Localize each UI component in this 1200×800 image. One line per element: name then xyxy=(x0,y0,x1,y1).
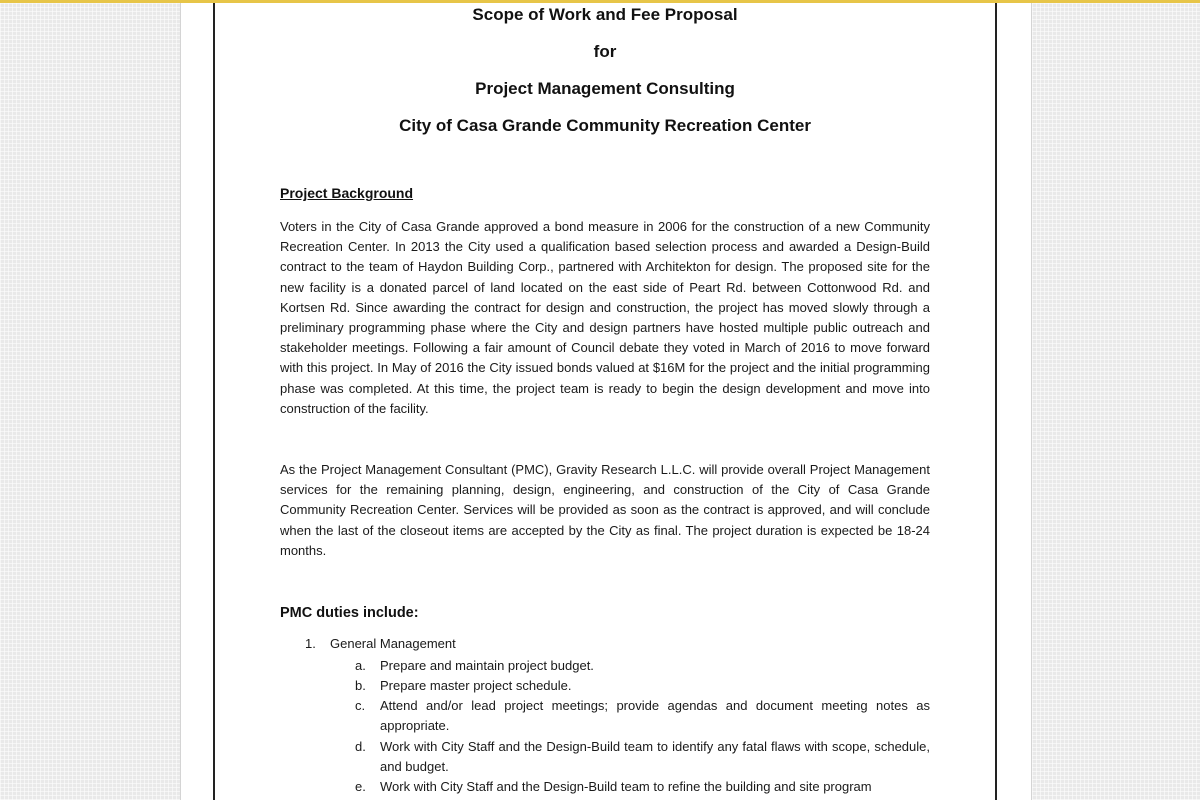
doc-title-line-4: City of Casa Grande Community Recreation Center xyxy=(399,116,811,135)
sub-list-item xyxy=(355,676,930,696)
sub-list-text: Work with City Staff and the Design-Build team to identify any fatal flaws with scope, schedule, and budget. xyxy=(380,739,930,775)
sub-list-marker: d. xyxy=(355,739,366,754)
sub-list-item xyxy=(355,696,930,736)
sub-list-text: Prepare master project schedule. xyxy=(380,678,572,693)
doc-title-line-2: for xyxy=(593,42,617,61)
sub-list-item xyxy=(355,777,930,797)
sub-list-text: Attend and/or lead project meetings; provide agendas and document meeting notes as appropriate. xyxy=(380,698,930,734)
paragraph-pmc-role: As the Project Management Consultant (PMC), Gravity Research L.L.C. will provide overall Project Management services for the remaining planning, design, engineering, and construction of the City of Casa Grande Community Recreation Center. Services will be provided as soon as the contract is approved, and will conclude when the last of the closeout items are accepted by the City as final. The project duration is expected be 18-24 months. xyxy=(280,462,930,558)
sub-list-marker: c. xyxy=(355,698,366,713)
sub-list-marker: a. xyxy=(355,658,366,673)
doc-title-line-1: Scope of Work and Fee Proposal xyxy=(472,5,738,24)
paragraph-background: Voters in the City of Casa Grande approved a bond measure in 2006 for the construction of a new Community Recreation Center. In 2013 the City used a qualification based selection process and awarded a Design-Build contract to the team of Haydon Building Corp., partnered with Architekton for design. The proposed site for the new facility is a donated parcel of land located on the east side of Peart Rd. between Cottonwood Rd. and Kortsen Rd. Since awarding the contract for design and construction, the project has moved slowly through a preliminary programming phase where the City and design partners have hosted multiple public outreach and stakeholder meetings. Following a fair amount of Council debate they voted in March of 2016 to move forward with this project. In May of 2016 the City issued bonds valued at $16M for the project and the initial programming phase was completed. At this time, the project team is ready to begin the design development and move into construction of the facility. xyxy=(280,219,930,416)
sub-list-text: Work with City Staff and the Design-Build team to refine the building and site program xyxy=(380,779,872,794)
sub-list-item xyxy=(355,737,930,777)
list-item-label: General Management xyxy=(330,636,456,651)
section-heading-duties: PMC duties include: xyxy=(280,605,419,621)
list-number: 1. xyxy=(305,636,316,651)
sub-list-marker: b. xyxy=(355,678,366,693)
list-item-general-management xyxy=(305,636,456,651)
doc-title-line-3: Project Management Consulting xyxy=(475,79,735,98)
sub-list-item xyxy=(355,656,930,676)
sub-list-text: Prepare and maintain project budget. xyxy=(380,658,594,673)
section-heading-background: Project Background xyxy=(280,185,414,201)
sub-list-marker: e. xyxy=(355,779,366,794)
